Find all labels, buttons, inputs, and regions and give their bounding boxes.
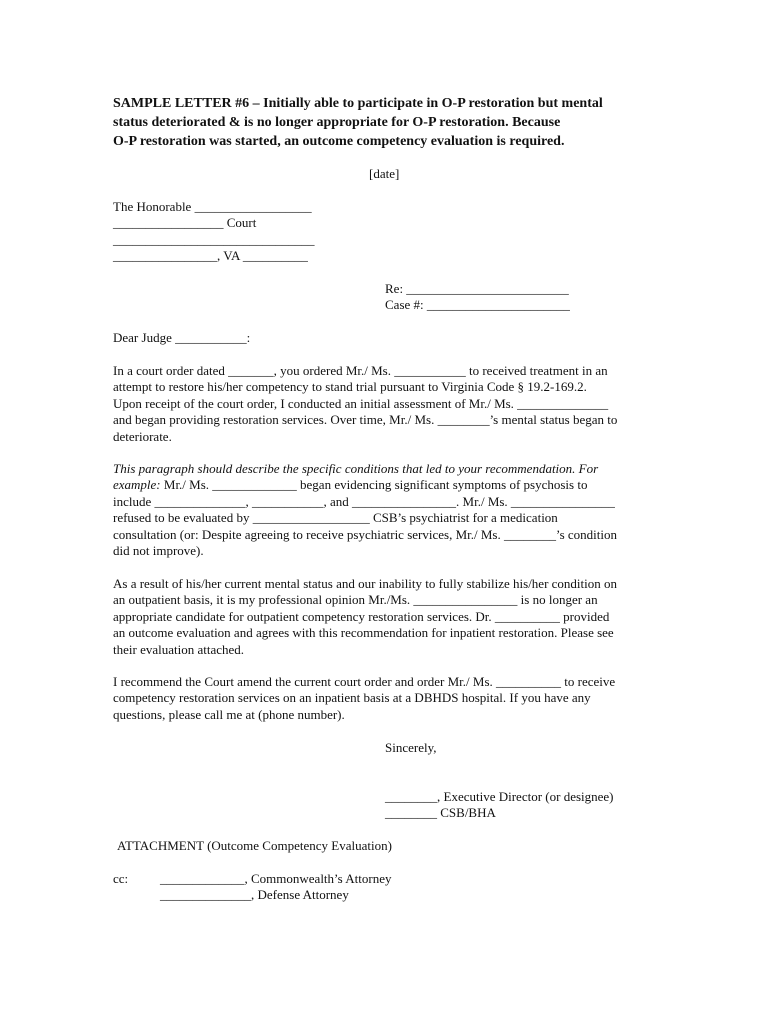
paragraph-line: In a court order dated _______, you ordered Mr./ Ms. ___________ to received treatment in an [113, 363, 608, 378]
instruction-text: This paragraph should describe the specific conditions that led to your recommendation. For [113, 461, 599, 476]
date-placeholder: [date] [369, 166, 400, 181]
address-line: ________________, VA __________ [113, 248, 308, 263]
signature-line: ________, Executive Director (or designee) [385, 789, 614, 804]
attachment-note: ATTACHMENT (Outcome Competency Evaluation) [117, 838, 392, 853]
paragraph-recommendation [113, 674, 673, 723]
paragraph-line: consultation (or: Despite agreeing to receive psychiatric services, Mr./ Ms. ________’s condition [113, 526, 617, 542]
paragraph-text: Mr./ Ms. _____________ began evidencing significant symptoms of psychosis to [160, 477, 588, 493]
paragraph-opinion [113, 576, 673, 658]
paragraph-line: include ______________, ___________, and ________________. Mr./ Ms. ________________ [113, 493, 615, 509]
instruction-text: example: [113, 477, 161, 493]
title-line: status deteriorated & is no longer appropriate for O-P restoration. Because [113, 115, 561, 130]
address-line: _________________ Court [113, 215, 257, 230]
paragraph-line: an outpatient basis, it is my professional opinion Mr./Ms. ________________ is no longer an [113, 592, 598, 608]
paragraph-line [113, 461, 673, 477]
paragraph-line [113, 477, 673, 493]
signature-line: ________ CSB/BHA [385, 805, 496, 820]
salutation: Dear Judge ___________: [113, 330, 251, 345]
paragraph-line: their evaluation attached. [113, 641, 245, 657]
closing: Sincerely, [385, 740, 437, 755]
address-line: _______________________________ [113, 232, 315, 247]
letter-title [113, 94, 673, 151]
paragraph-line: and began providing restoration services. Over time, Mr./ Ms. ________’s mental status began to [113, 412, 618, 428]
paragraph-line: refused to be evaluated by __________________ CSB’s psychiatrist for a medication [113, 510, 558, 526]
paragraph-line: attempt to restore his/her competency to stand trial pursuant to Virginia Code § 19.2-169.2. [113, 379, 587, 395]
paragraph-conditions [113, 461, 673, 559]
cc-label: cc: [113, 871, 129, 886]
paragraph-line: questions, please call me at (phone number). [113, 706, 345, 722]
paragraph-line: did not improve). [113, 543, 204, 559]
paragraph-line: As a result of his/her current mental status and our inability to fully stabilize his/her condition on [113, 576, 618, 591]
title-line: O-P restoration was started, an outcome competency evaluation is required. [113, 134, 565, 149]
paragraph-line: Upon receipt of the court order, I conducted an initial assessment of Mr./ Ms. ______________ [113, 395, 609, 411]
address-line: The Honorable __________________ [113, 199, 312, 214]
cc-line: _____________, Commonwealth’s Attorney [160, 871, 392, 886]
paragraph-line: competency restoration services on an inpatient basis at a DBHDS hospital. If you have any [113, 690, 591, 706]
title-line: SAMPLE LETTER #6 – Initially able to participate in O-P restoration but mental [113, 96, 603, 111]
cc-line: ______________, Defense Attorney [160, 887, 349, 902]
re-line: Re: _________________________ [385, 281, 569, 296]
paragraph-line: I recommend the Court amend the current court order and order Mr./ Ms. __________ to receive [113, 674, 616, 689]
paragraph-court-order [113, 363, 673, 445]
paragraph-line: appropriate candidate for outpatient competency restoration services. Dr. __________ provided [113, 608, 610, 624]
paragraph-line: an outcome evaluation and agrees with this recommendation for inpatient restoration. Please see [113, 625, 614, 641]
case-number-line: Case #: ______________________ [385, 297, 570, 312]
paragraph-line: deteriorate. [113, 428, 172, 444]
